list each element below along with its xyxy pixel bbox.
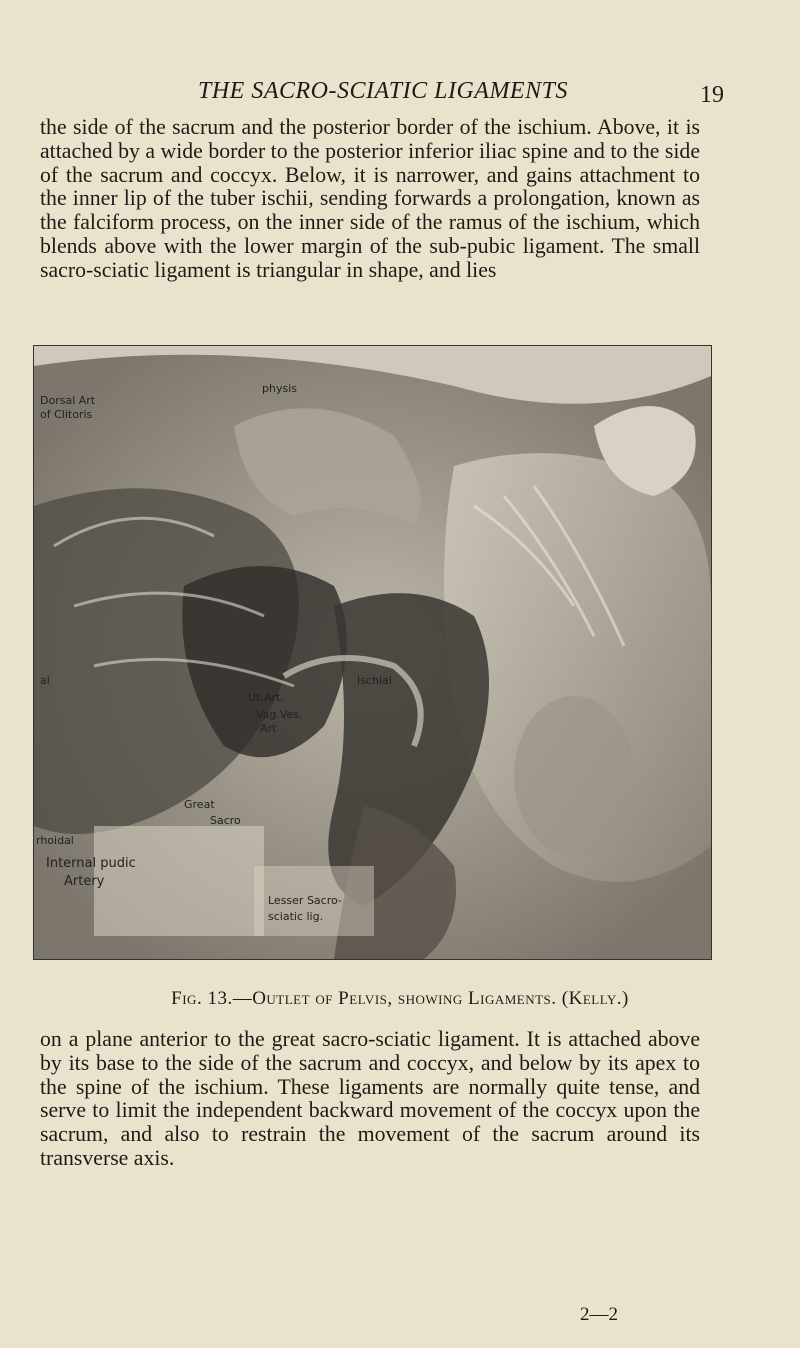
label-ischial: Ischial <box>357 674 392 687</box>
label-lesser-sacro: Lesser Sacro- <box>268 894 342 907</box>
running-title: THE SACRO-SCIATIC LIGAMENTS <box>198 78 568 104</box>
label-internal-pudic: Internal pudic <box>46 856 136 871</box>
label-vag-ves: Vag.Ves. <box>256 708 303 721</box>
paragraph-bottom: on a plane anterior to the great sacro-sciatic ligament. It is attached above by its base to the side of the sacrum and coccyx, and below by its apex to the spine of the ischium. These ligaments are normally quite tense, and serve to limit the independent backward movement of the coccyx upon the sacrum, and also to restrain the movement of the sacrum around its transverse axis. <box>40 1027 700 1170</box>
figure-caption: Fig. 13.—Outlet of Pelvis, showing Ligaments. (Kelly.) <box>171 988 629 1009</box>
label-dorsal-art: Dorsal Art <box>40 394 96 407</box>
label-artery: Artery <box>64 874 105 889</box>
page-header <box>0 78 800 108</box>
ischial-tuberosity <box>514 696 634 856</box>
label-ut-art: Ut.Art. <box>248 691 284 704</box>
pelvis-outlet-figure <box>33 345 712 960</box>
label-sciatic-lig: sciatic lig. <box>268 910 324 923</box>
label-symphysis: physis <box>262 382 297 395</box>
lower-left-label-area <box>94 826 264 936</box>
paragraph-top: the side of the sacrum and the posterior border of the ischium. Above, it is attached by a wide border to the posterior inferior iliac spine and to the side of the sacrum and coccyx. Below, it is narrower, and gains attachment to the inner lip of the tuber ischii, sending forwards a prolongation, known as the falciform process, on the inner side of the ramus of the ischium, which blends above with the lower margin of the sub-pubic ligament. The small sacro-sciatic ligament is triangular in shape, and lies <box>40 115 700 282</box>
page-number: 19 <box>700 82 724 108</box>
label-al: al <box>40 674 50 687</box>
label-art: Art <box>260 722 277 735</box>
label-great: Great <box>184 798 215 811</box>
label-of-clitoris: of Clitoris <box>40 408 93 421</box>
signature-mark: 2—2 <box>580 1304 618 1325</box>
label-sacro: Sacro <box>210 814 241 827</box>
label-rhoidal: rhoidal <box>36 834 74 847</box>
